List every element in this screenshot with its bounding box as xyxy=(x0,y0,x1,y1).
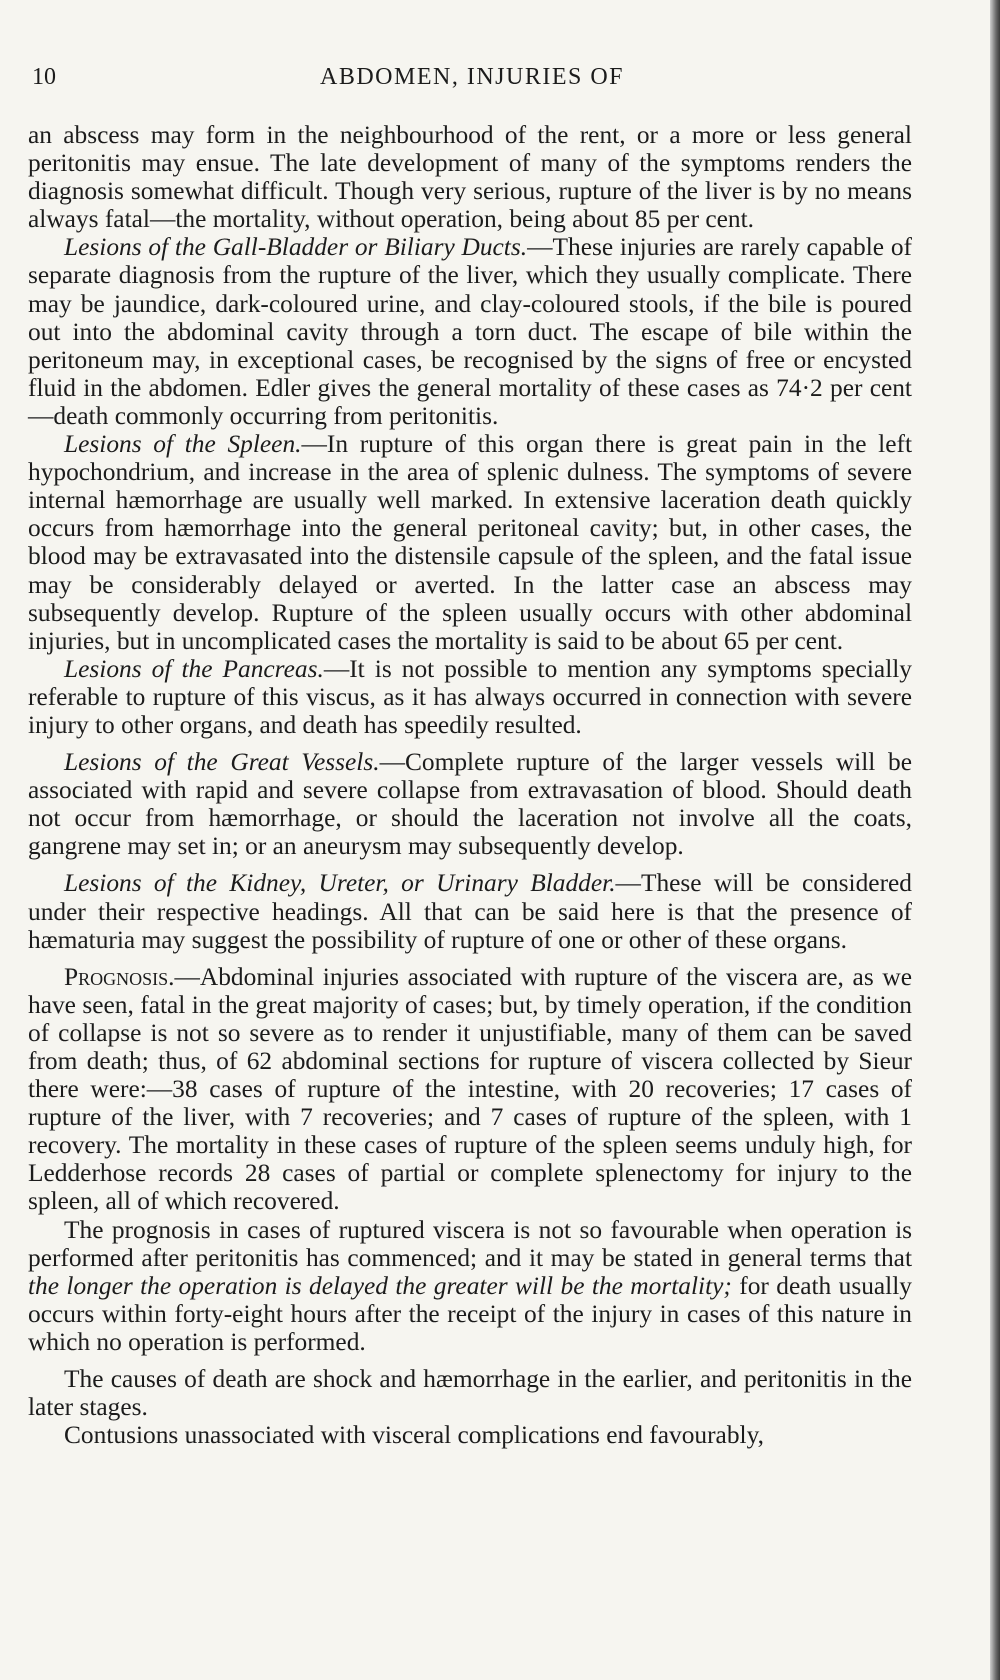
paragraph-liver-continuation xyxy=(28,121,912,233)
section-heading: Lesions of the Pancreas. xyxy=(64,654,324,683)
paragraph-text: —It is not possible to mention any symptoms specially referable to rupture of this viscus, as it has always occurred in connection with severe injury to other organs, and death has speedily resulted. xyxy=(28,654,912,739)
paragraph-text: The prognosis in cases of ruptured viscera is not so favourable when operation is performed after peritonitis has commenced; and it may be stated in general terms that xyxy=(28,1215,912,1272)
paragraph-great-vessels xyxy=(28,748,912,860)
running-head: ABDOMEN, INJURIES OF xyxy=(319,64,625,90)
section-heading: Lesions of the Gall-Bladder or Biliary Ducts. xyxy=(64,233,528,262)
section-heading: Lesions of the Kidney, Ureter, or Urinary Bladder. xyxy=(64,869,616,898)
paragraph-text: —In rupture of this organ there is great pain in the left hypochondrium, and increase in the area of splenic dulness. The symptoms of severe internal hæmorrhage are usually well marked. In extensive laceration death quickly occurs from hæmorrhage into the general peritoneal cavity; but, in other cases, the blood may be extravasated into the distensile capsule of the spleen, and the fatal issue may be considerably delayed or averted. In the latter case an abscess may subsequently develop. Rupture of the spleen usually occurs with other abdominal injuries, but in uncomplicated cases the mortality is said to be about 65 per cent. xyxy=(28,430,912,655)
paragraph-text: The causes of death are shock and hæmorrhage in the earlier, and peritonitis in the later stages. xyxy=(28,1365,912,1422)
paragraph-pancreas xyxy=(28,655,912,739)
paragraph-spleen xyxy=(28,430,912,655)
paragraph-text: —Complete rupture of the larger vessels will be associated with rapid and severe collapse from extravasation of blood. Should death not occur from hæmorrhage, or should the laceration not involve all the coats, gangrene may set in; or an aneurysm may subsequently develop. xyxy=(28,748,912,861)
paragraph-gall-bladder xyxy=(28,233,912,430)
page-number: 10 xyxy=(32,64,56,90)
page-binding-edge xyxy=(990,0,1000,1680)
paragraph-text: an abscess may form in the neighbourhood of the rent, or a more or less general peritonitis may ensue. The late development of many of the symptoms renders the diagnosis somewhat difficult. Though very serious, rupture of the liver is by no means always fatal—the mortality, without operation, being about 85 per cent. xyxy=(28,121,912,234)
page-header xyxy=(32,64,912,100)
paragraph-causes-of-death xyxy=(28,1365,912,1421)
section-heading: Prognosis. xyxy=(64,962,175,991)
paragraph-text: —These will be considered under their respective headings. All that can be said here is that the presence of hæmaturia may suggest the possibility of rupture of one or other of these organs. xyxy=(28,869,912,954)
paragraph-text: —These injuries are rarely capable of separate diagnosis from the rupture of the liver, which they usually complicate. There may be jaundice, dark-coloured urine, and clay-coloured stools, if the bile is poured out into the abdominal cavity through a torn duct. The escape of bile within the peritoneum may, in exceptional cases, be recognised by the signs of free or encysted fluid in the abdomen. Edler gives the general mortality of these cases as 74·2 per cent—death commonly occurring from peritonitis. xyxy=(28,233,913,430)
page-body xyxy=(28,121,912,1449)
paragraph-text: for death usually occurs within forty-eight hours after the receipt of the injury in cases of this nature in which no operation is performed. xyxy=(28,1271,912,1356)
paragraph-text: —Abdominal injuries associated with rupture of the viscera are, as we have seen, fatal in the great majority of cases; but, by timely operation, if the condition of collapse is not so severe as to render it unjustifiable, many of them can be saved from death; thus, of 62 abdominal sections for rupture of viscera collected by Sieur there were:—38 cases of rupture of the intestine, with 20 recoveries; 17 cases of rupture of the liver, with 7 recoveries; and 7 cases of rupture of the spleen, with 1 recovery. The mortality in these cases of rupture of the spleen seems unduly high, for Ledderhose records 28 cases of partial or complete splenectomy for injury to the spleen, all of which recovered. xyxy=(28,962,912,1216)
paragraph-kidney-ureter-bladder xyxy=(28,869,912,953)
paragraph-prognosis xyxy=(28,963,912,1216)
section-heading: Lesions of the Great Vessels. xyxy=(64,748,380,777)
paragraph-prognosis-operation xyxy=(28,1216,912,1356)
paragraph-text: Contusions unassociated with visceral complications end favourably, xyxy=(64,1421,764,1450)
emphasized-text: the longer the operation is delayed the greater will be the mortality; xyxy=(28,1271,732,1300)
paragraph-contusions xyxy=(28,1421,912,1449)
section-heading: Lesions of the Spleen. xyxy=(64,430,302,459)
